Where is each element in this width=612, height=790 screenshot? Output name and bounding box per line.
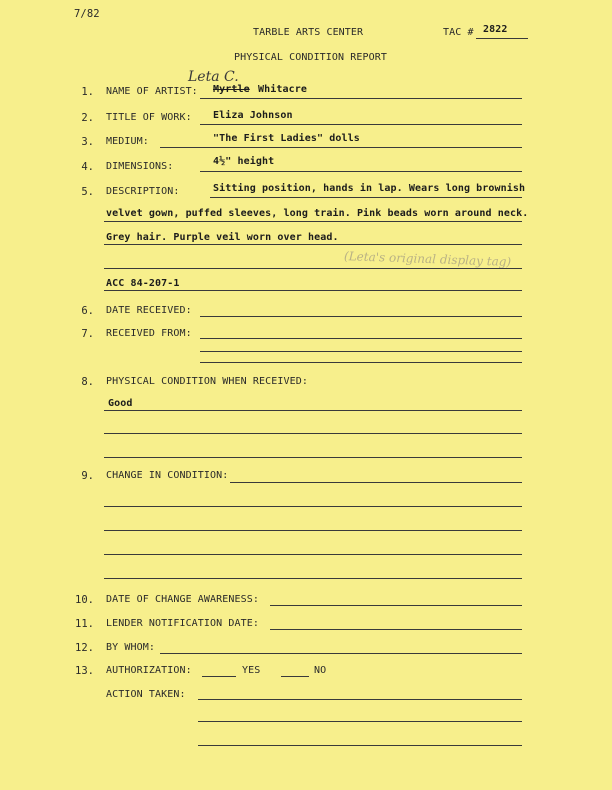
change-rule-1	[230, 482, 522, 483]
item-number-4: 4.	[81, 161, 94, 173]
received-from-line-3	[200, 362, 522, 363]
change-awareness-line	[270, 605, 522, 606]
change-rule-5	[104, 578, 522, 579]
authorization-no: NO	[314, 665, 327, 676]
artist-line	[200, 98, 522, 99]
date-received-label: DATE RECEIVED:	[106, 305, 192, 316]
tac-number: 2822	[483, 24, 508, 35]
artist-handwritten-correction: Leta C.	[188, 69, 239, 85]
artist-struck-value: Myrtle	[213, 84, 250, 95]
accession-rule	[104, 290, 522, 291]
item-number-13: 13.	[75, 665, 94, 677]
authorization-no-line	[281, 676, 309, 677]
action-taken-label: ACTION TAKEN:	[106, 689, 186, 700]
by-whom-label: BY WHOM:	[106, 642, 155, 653]
description-handwritten-note: (Leta's original display tag)	[343, 249, 512, 269]
condition-rule-1	[104, 410, 522, 411]
description-rule-1	[210, 197, 522, 198]
tac-label: TAC #	[443, 27, 474, 38]
authorization-yes-line	[202, 676, 236, 677]
action-rule-2	[198, 721, 522, 722]
authorization-yes: YES	[242, 665, 261, 676]
item-number-10: 10.	[75, 594, 94, 606]
condition-received-value: Good	[108, 398, 133, 409]
action-rule-3	[198, 745, 522, 746]
item-number-6: 6.	[81, 305, 94, 317]
dimensions-label: DIMENSIONS:	[106, 161, 174, 172]
date-code: 7/82	[74, 8, 100, 20]
item-number-5: 5.	[81, 186, 94, 198]
description-rule-2	[104, 221, 522, 222]
accession-number: ACC 84-207-1	[106, 278, 180, 289]
title-value: Eliza Johnson	[213, 110, 293, 121]
condition-rule-3	[104, 457, 522, 458]
description-rule-4	[104, 268, 522, 269]
description-line-2: velvet gown, puffed sleeves, long train. Pink beads worn around neck.	[106, 208, 529, 219]
change-rule-4	[104, 554, 522, 555]
action-rule-1	[198, 699, 522, 700]
change-condition-label: CHANGE IN CONDITION:	[106, 470, 229, 481]
item-number-2: 2.	[81, 112, 94, 124]
date-received-line	[200, 316, 522, 317]
dimensions-value: 4½" height	[213, 156, 275, 167]
description-label: DESCRIPTION:	[106, 186, 180, 197]
report-title: PHYSICAL CONDITION REPORT	[234, 52, 388, 63]
item-number-1: 1.	[81, 86, 94, 98]
medium-line	[160, 147, 522, 148]
description-line-1: Sitting position, hands in lap. Wears long brownish	[213, 183, 526, 194]
title-label: TITLE OF WORK:	[106, 112, 192, 123]
artist-label: NAME OF ARTIST:	[106, 86, 198, 97]
item-number-7: 7.	[81, 328, 94, 340]
description-line-3: Grey hair. Purple veil worn over head.	[106, 232, 339, 243]
received-from-line-2	[200, 351, 522, 352]
lender-notification-line	[270, 629, 522, 630]
change-awareness-label: DATE OF CHANGE AWARENESS:	[106, 594, 260, 605]
item-number-12: 12.	[75, 642, 94, 654]
authorization-label: AUTHORIZATION:	[106, 665, 192, 676]
item-number-3: 3.	[81, 136, 94, 148]
description-rule-3	[104, 244, 522, 245]
item-number-11: 11.	[75, 618, 94, 630]
tac-number-line	[476, 38, 528, 39]
artist-value: Whitacre	[258, 84, 307, 95]
item-number-8: 8.	[81, 376, 94, 388]
medium-value: "The First Ladies" dolls	[213, 133, 360, 144]
org-name: TARBLE ARTS CENTER	[253, 27, 364, 38]
dimensions-line	[200, 171, 522, 172]
title-line	[200, 124, 522, 125]
condition-rule-2	[104, 433, 522, 434]
change-rule-2	[104, 506, 522, 507]
condition-received-label: PHYSICAL CONDITION WHEN RECEIVED:	[106, 376, 308, 387]
lender-notification-label: LENDER NOTIFICATION DATE:	[106, 618, 260, 629]
received-from-line-1	[200, 338, 522, 339]
by-whom-line	[160, 653, 522, 654]
change-rule-3	[104, 530, 522, 531]
received-from-label: RECEIVED FROM:	[106, 328, 192, 339]
item-number-9: 9.	[81, 470, 94, 482]
medium-label: MEDIUM:	[106, 136, 149, 147]
